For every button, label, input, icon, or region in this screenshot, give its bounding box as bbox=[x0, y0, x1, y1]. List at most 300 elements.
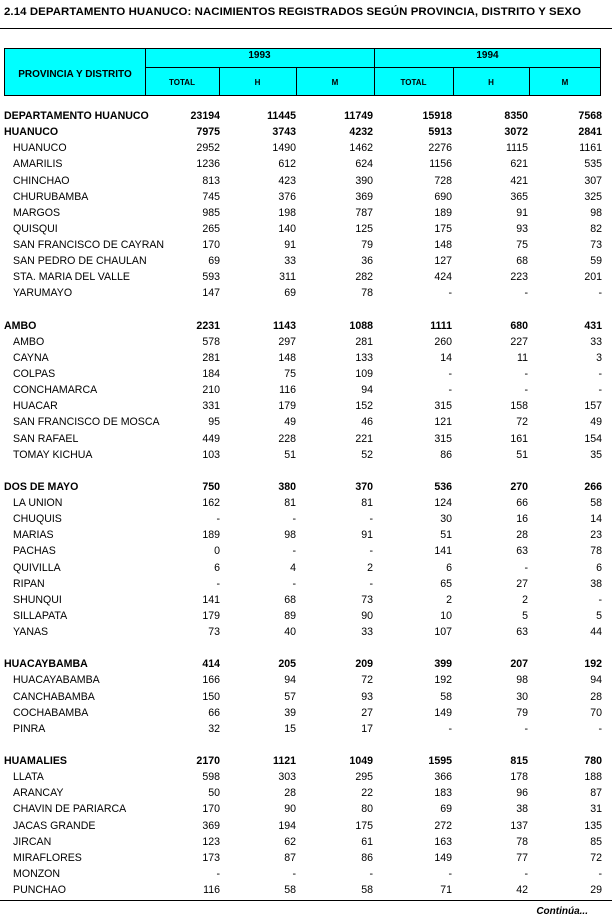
table-row bbox=[0, 334, 616, 350]
row-value: 3 bbox=[596, 351, 602, 364]
row-value: 311 bbox=[279, 271, 296, 284]
row-label: DOS DE MAYO bbox=[4, 480, 79, 493]
table-row bbox=[0, 382, 616, 398]
row-value: 103 bbox=[202, 448, 220, 461]
row-value: 86 bbox=[361, 851, 373, 864]
row-value: 95 bbox=[208, 416, 220, 429]
row-value: 77 bbox=[516, 851, 528, 864]
row-value: - bbox=[216, 867, 220, 880]
row-value: - bbox=[448, 722, 452, 735]
row-value: 2 bbox=[446, 593, 452, 606]
row-value: 365 bbox=[510, 190, 528, 203]
row-value: 23194 bbox=[190, 110, 220, 122]
row-value: 109 bbox=[355, 368, 373, 380]
table-row bbox=[0, 253, 616, 269]
row-value: 46 bbox=[361, 416, 373, 429]
row-value: 66 bbox=[208, 706, 220, 719]
row-value: 149 bbox=[434, 706, 452, 719]
row-value: - bbox=[598, 368, 602, 380]
row-value: - bbox=[448, 867, 452, 880]
row-value: 71 bbox=[440, 884, 452, 896]
row-label: MARIAS bbox=[13, 529, 54, 542]
row-value: - bbox=[598, 593, 602, 606]
row-value: 2170 bbox=[196, 755, 220, 767]
row-value: 270 bbox=[510, 480, 528, 493]
row-value: 116 bbox=[279, 384, 296, 397]
table-row bbox=[0, 866, 616, 882]
row-value: - bbox=[598, 384, 602, 397]
table-body bbox=[0, 108, 616, 898]
row-value: - bbox=[598, 722, 602, 735]
row-value: 188 bbox=[584, 771, 602, 784]
row-value: 123 bbox=[202, 835, 220, 848]
row-label: LA UNION bbox=[13, 497, 63, 509]
row-value: 272 bbox=[434, 819, 452, 832]
row-value: 198 bbox=[278, 206, 296, 219]
row-value: 15918 bbox=[422, 110, 452, 122]
spacer-row bbox=[0, 737, 616, 753]
table-row bbox=[0, 511, 616, 527]
row-value: 27 bbox=[361, 706, 373, 719]
row-label: HUANUCO bbox=[13, 142, 67, 155]
row-value: 62 bbox=[284, 835, 296, 848]
row-value: 183 bbox=[434, 787, 452, 800]
row-value: 91 bbox=[361, 529, 373, 542]
province-row bbox=[0, 108, 616, 124]
row-value: 91 bbox=[516, 206, 528, 219]
row-value: 94 bbox=[590, 674, 602, 687]
table-row bbox=[0, 818, 616, 834]
row-value: 728 bbox=[434, 174, 452, 187]
row-label: CAYNA bbox=[13, 351, 49, 364]
province-row bbox=[0, 479, 616, 495]
row-value: 52 bbox=[361, 448, 373, 461]
row-value: 449 bbox=[202, 432, 220, 445]
table-row bbox=[0, 527, 616, 543]
row-label: CANCHABAMBA bbox=[13, 690, 95, 703]
table-row bbox=[0, 850, 616, 866]
row-value: 11749 bbox=[344, 110, 373, 122]
row-value: - bbox=[598, 867, 602, 880]
row-value: 63 bbox=[516, 545, 528, 558]
row-value: 69 bbox=[440, 803, 452, 816]
row-value: 178 bbox=[510, 771, 528, 784]
row-value: 223 bbox=[510, 271, 528, 284]
row-value: 51 bbox=[440, 529, 452, 542]
row-label: CHINCHAO bbox=[13, 174, 70, 187]
table-row bbox=[0, 156, 616, 172]
row-value: 65 bbox=[440, 577, 452, 590]
province-row bbox=[0, 124, 616, 140]
row-value: 72 bbox=[516, 416, 528, 429]
row-label: DEPARTAMENTO HUANUCO bbox=[4, 110, 149, 122]
row-value: 148 bbox=[434, 239, 452, 251]
row-value: 82 bbox=[590, 222, 602, 235]
row-value: 33 bbox=[361, 626, 373, 638]
row-value: 11445 bbox=[267, 110, 296, 122]
row-label: PINRA bbox=[13, 722, 46, 735]
row-value: 1490 bbox=[272, 142, 296, 155]
row-value: 303 bbox=[278, 771, 296, 784]
row-label: RIPAN bbox=[13, 577, 45, 590]
row-value: 73 bbox=[590, 239, 602, 251]
row-label: SAN FRANCISCO DE CAYRAN bbox=[13, 239, 165, 251]
row-label: MARGOS bbox=[13, 206, 61, 219]
row-label: SAN FRANCISCO DE MOSCA bbox=[13, 416, 160, 429]
row-value: 73 bbox=[208, 626, 220, 638]
row-value: - bbox=[524, 722, 528, 735]
row-label: LLATA bbox=[13, 771, 44, 784]
row-value: 6 bbox=[214, 561, 220, 574]
row-value: 7975 bbox=[196, 126, 220, 139]
row-label: CONCHAMARCA bbox=[13, 384, 98, 397]
row-value: 69 bbox=[284, 287, 296, 300]
table-row bbox=[0, 366, 616, 382]
row-value: 2 bbox=[367, 561, 373, 574]
row-value: 10 bbox=[440, 609, 452, 622]
row-value: 93 bbox=[516, 222, 528, 235]
row-value: - bbox=[448, 368, 452, 380]
table-row bbox=[0, 721, 616, 737]
year-1994: 1994 bbox=[476, 50, 499, 61]
row-value: 28 bbox=[284, 787, 296, 800]
row-value: 370 bbox=[355, 480, 373, 493]
row-value: 221 bbox=[355, 432, 373, 445]
row-value: 6 bbox=[446, 561, 452, 574]
row-value: 431 bbox=[584, 319, 602, 332]
row-value: 598 bbox=[202, 771, 220, 784]
spacer-row bbox=[0, 640, 616, 656]
row-label: STA. MARIA DEL VALLE bbox=[13, 271, 130, 284]
row-value: 815 bbox=[510, 755, 528, 767]
row-value: 50 bbox=[208, 787, 220, 800]
row-value: - bbox=[598, 287, 602, 300]
row-value: 75 bbox=[284, 368, 296, 380]
row-value: 33 bbox=[284, 255, 296, 268]
table-row bbox=[0, 592, 616, 608]
row-value: 140 bbox=[278, 222, 296, 235]
row-value: 175 bbox=[355, 819, 373, 832]
row-value: 3743 bbox=[272, 126, 296, 139]
row-value: - bbox=[369, 867, 373, 880]
row-value: - bbox=[524, 384, 528, 397]
row-value: 295 bbox=[355, 771, 373, 784]
row-value: 297 bbox=[278, 335, 296, 348]
row-value: 57 bbox=[284, 690, 296, 703]
row-value: 331 bbox=[202, 400, 220, 413]
row-value: 39 bbox=[284, 706, 296, 719]
row-value: - bbox=[216, 513, 220, 526]
row-label: JACAS GRANDE bbox=[13, 819, 96, 832]
row-value: 49 bbox=[590, 416, 602, 429]
row-value: 28 bbox=[516, 529, 528, 542]
row-value: 281 bbox=[355, 335, 373, 348]
row-value: 170 bbox=[202, 239, 220, 251]
row-value: 23 bbox=[590, 529, 602, 542]
row-value: 150 bbox=[202, 690, 220, 703]
row-value: 5 bbox=[522, 609, 528, 622]
row-value: 87 bbox=[284, 851, 296, 864]
row-value: 58 bbox=[440, 690, 452, 703]
row-value: 985 bbox=[202, 206, 220, 219]
row-label: TOMAY KICHUA bbox=[13, 448, 93, 461]
row-label: HUACAR bbox=[13, 400, 58, 413]
row-value: 281 bbox=[202, 351, 220, 364]
row-value: 79 bbox=[361, 239, 373, 251]
row-value: 141 bbox=[434, 545, 452, 558]
row-value: 1049 bbox=[349, 755, 373, 767]
row-value: 2276 bbox=[428, 142, 452, 155]
row-label: QUISQUI bbox=[13, 222, 58, 235]
row-value: 125 bbox=[355, 222, 373, 235]
row-value: 170 bbox=[202, 803, 220, 816]
row-value: 210 bbox=[202, 384, 220, 397]
row-value: 69 bbox=[208, 255, 220, 268]
row-value: 31 bbox=[590, 803, 602, 816]
row-value: 58 bbox=[284, 884, 296, 896]
row-value: 621 bbox=[510, 158, 528, 171]
table-row bbox=[0, 237, 616, 253]
row-value: 80 bbox=[361, 803, 373, 816]
row-label: JIRCAN bbox=[13, 835, 52, 848]
row-value: 535 bbox=[584, 158, 602, 171]
province-header: PROVINCIA Y DISTRITO bbox=[18, 69, 132, 80]
row-value: 228 bbox=[278, 432, 296, 445]
row-value: 107 bbox=[434, 626, 452, 638]
row-value: 207 bbox=[510, 658, 528, 671]
row-label: HUACAYBAMBA bbox=[4, 658, 88, 671]
table-row bbox=[0, 447, 616, 463]
row-value: 135 bbox=[584, 819, 602, 832]
row-value: 366 bbox=[434, 771, 452, 784]
row-value: 1111 bbox=[430, 319, 452, 332]
row-label: HUANUCO bbox=[4, 126, 59, 139]
row-value: 90 bbox=[284, 803, 296, 816]
row-value: 1115 bbox=[506, 142, 528, 155]
table-row bbox=[0, 173, 616, 189]
row-value: 1156 bbox=[429, 158, 452, 171]
table-row bbox=[0, 495, 616, 511]
col-total-1994: TOTAL bbox=[400, 78, 427, 87]
row-value: 8350 bbox=[504, 110, 528, 122]
col-m-1994: M bbox=[561, 78, 569, 87]
row-value: 14 bbox=[590, 513, 602, 526]
row-value: 6 bbox=[596, 561, 602, 574]
row-value: 5 bbox=[596, 609, 602, 622]
table-row bbox=[0, 705, 616, 721]
row-value: 158 bbox=[510, 400, 528, 413]
row-label: HUAMALIES bbox=[4, 755, 67, 767]
continues-note: Continúa... bbox=[536, 906, 588, 917]
table-row bbox=[0, 140, 616, 156]
province-row bbox=[0, 318, 616, 334]
row-value: 1161 bbox=[579, 142, 602, 155]
col-h-1993: H bbox=[254, 78, 261, 87]
row-value: - bbox=[292, 577, 296, 590]
row-value: - bbox=[292, 513, 296, 526]
row-value: 89 bbox=[284, 609, 296, 622]
table-row bbox=[0, 576, 616, 592]
row-value: - bbox=[292, 545, 296, 558]
row-value: 93 bbox=[361, 690, 373, 703]
row-value: 227 bbox=[510, 335, 528, 348]
row-value: 22 bbox=[361, 787, 373, 800]
table-row bbox=[0, 624, 616, 640]
page-title: 2.14 DEPARTAMENTO HUANUCO: NACIMIENTOS REGISTRADOS SEGÚN PROVINCIA, DISTRITO Y SEXO bbox=[4, 6, 582, 18]
row-value: 162 bbox=[202, 497, 220, 509]
row-label: ARANCAY bbox=[13, 787, 64, 800]
row-value: 7568 bbox=[578, 110, 602, 122]
row-label: SHUNQUI bbox=[13, 593, 62, 606]
row-value: 266 bbox=[584, 480, 602, 493]
row-value: 127 bbox=[434, 255, 452, 268]
row-value: - bbox=[524, 867, 528, 880]
bottom-rule bbox=[0, 900, 612, 901]
row-value: 315 bbox=[434, 432, 452, 445]
table-row bbox=[0, 221, 616, 237]
table-row bbox=[0, 801, 616, 817]
row-value: 78 bbox=[361, 287, 373, 300]
row-value: 787 bbox=[355, 206, 373, 219]
row-value: 85 bbox=[590, 835, 602, 848]
row-value: - bbox=[369, 577, 373, 590]
row-label: HUACAYABAMBA bbox=[13, 674, 100, 687]
row-value: 28 bbox=[590, 690, 602, 703]
row-value: 94 bbox=[284, 674, 296, 687]
row-value: 42 bbox=[516, 884, 528, 896]
row-value: 307 bbox=[584, 174, 602, 187]
row-value: 780 bbox=[584, 755, 602, 767]
row-value: 72 bbox=[361, 674, 373, 687]
row-value: 192 bbox=[434, 674, 452, 687]
province-row bbox=[0, 753, 616, 769]
row-value: 36 bbox=[361, 255, 373, 268]
row-value: 35 bbox=[590, 448, 602, 461]
row-value: 44 bbox=[590, 626, 602, 638]
row-value: 2231 bbox=[196, 319, 220, 332]
row-value: 315 bbox=[434, 400, 452, 413]
row-value: 189 bbox=[434, 206, 452, 219]
row-value: 376 bbox=[278, 190, 296, 203]
row-value: 1595 bbox=[428, 755, 452, 767]
row-value: 265 bbox=[202, 222, 220, 235]
row-label: PUNCHAO bbox=[13, 884, 66, 896]
row-value: 163 bbox=[434, 835, 452, 848]
table-row bbox=[0, 608, 616, 624]
row-value: 380 bbox=[278, 480, 296, 493]
row-value: 147 bbox=[202, 287, 220, 300]
row-value: - bbox=[448, 384, 452, 397]
row-value: 91 bbox=[284, 239, 296, 251]
row-label: MONZON bbox=[13, 867, 61, 880]
row-value: 148 bbox=[278, 351, 296, 364]
table-row bbox=[0, 189, 616, 205]
top-rule bbox=[0, 28, 612, 29]
row-label: SAN RAFAEL bbox=[13, 432, 79, 445]
row-value: 5913 bbox=[428, 126, 452, 139]
row-value: 78 bbox=[590, 545, 602, 558]
row-value: 2 bbox=[522, 593, 528, 606]
row-value: 745 bbox=[202, 190, 220, 203]
row-value: 161 bbox=[510, 432, 528, 445]
row-value: 68 bbox=[516, 255, 528, 268]
row-label: MIRAFLORES bbox=[13, 851, 82, 864]
row-value: 421 bbox=[510, 174, 528, 187]
row-value: 189 bbox=[202, 529, 220, 542]
table-row bbox=[0, 769, 616, 785]
row-label: CHURUBAMBA bbox=[13, 190, 89, 203]
table-row bbox=[0, 350, 616, 366]
row-label: COLPAS bbox=[13, 368, 56, 380]
row-label: AMARILIS bbox=[13, 158, 63, 171]
row-value: 2952 bbox=[196, 142, 220, 155]
row-value: 51 bbox=[516, 448, 528, 461]
row-value: 813 bbox=[202, 174, 220, 187]
table-row bbox=[0, 785, 616, 801]
row-value: - bbox=[369, 545, 373, 558]
col-m-1993: M bbox=[331, 78, 339, 87]
row-value: 81 bbox=[361, 497, 373, 509]
row-value: 63 bbox=[516, 626, 528, 638]
row-value: 58 bbox=[361, 884, 373, 896]
row-value: 38 bbox=[590, 577, 602, 590]
row-value: 414 bbox=[202, 658, 220, 671]
row-value: 536 bbox=[434, 480, 452, 493]
year-1993: 1993 bbox=[248, 50, 271, 61]
row-value: 15 bbox=[284, 722, 296, 735]
row-value: 152 bbox=[355, 400, 373, 413]
table-row bbox=[0, 431, 616, 447]
row-value: 173 bbox=[202, 851, 220, 864]
row-value: 424 bbox=[434, 271, 452, 284]
row-value: 369 bbox=[355, 190, 373, 203]
row-value: 49 bbox=[284, 416, 296, 429]
row-value: - bbox=[369, 513, 373, 526]
row-value: 98 bbox=[590, 206, 602, 219]
row-value: 30 bbox=[440, 513, 452, 526]
row-value: 116 bbox=[203, 884, 220, 896]
table-row bbox=[0, 560, 616, 576]
col-h-1994: H bbox=[488, 78, 494, 87]
row-value: 141 bbox=[202, 593, 220, 606]
row-value: 179 bbox=[202, 609, 220, 622]
row-value: 260 bbox=[434, 335, 452, 348]
row-value: 73 bbox=[361, 593, 373, 606]
row-value: 137 bbox=[510, 819, 528, 832]
row-value: 4 bbox=[290, 561, 296, 574]
row-value: 94 bbox=[361, 384, 373, 397]
row-value: 192 bbox=[584, 658, 602, 671]
row-value: 680 bbox=[510, 319, 528, 332]
row-label: CHUQUIS bbox=[13, 513, 62, 526]
row-value: 96 bbox=[516, 787, 528, 800]
table-row bbox=[0, 414, 616, 430]
row-value: 38 bbox=[516, 803, 528, 816]
row-value: 369 bbox=[202, 819, 220, 832]
row-value: 390 bbox=[355, 174, 373, 187]
row-value: 30 bbox=[516, 690, 528, 703]
row-value: 175 bbox=[434, 222, 452, 235]
row-value: 179 bbox=[278, 400, 296, 413]
table-row bbox=[0, 672, 616, 688]
row-value: 205 bbox=[278, 658, 296, 671]
row-value: 1462 bbox=[349, 142, 373, 155]
row-value: 124 bbox=[434, 497, 452, 509]
table-row bbox=[0, 882, 616, 898]
row-value: 423 bbox=[278, 174, 296, 187]
row-value: 121 bbox=[434, 416, 452, 429]
row-label: YARUMAYO bbox=[13, 287, 73, 300]
